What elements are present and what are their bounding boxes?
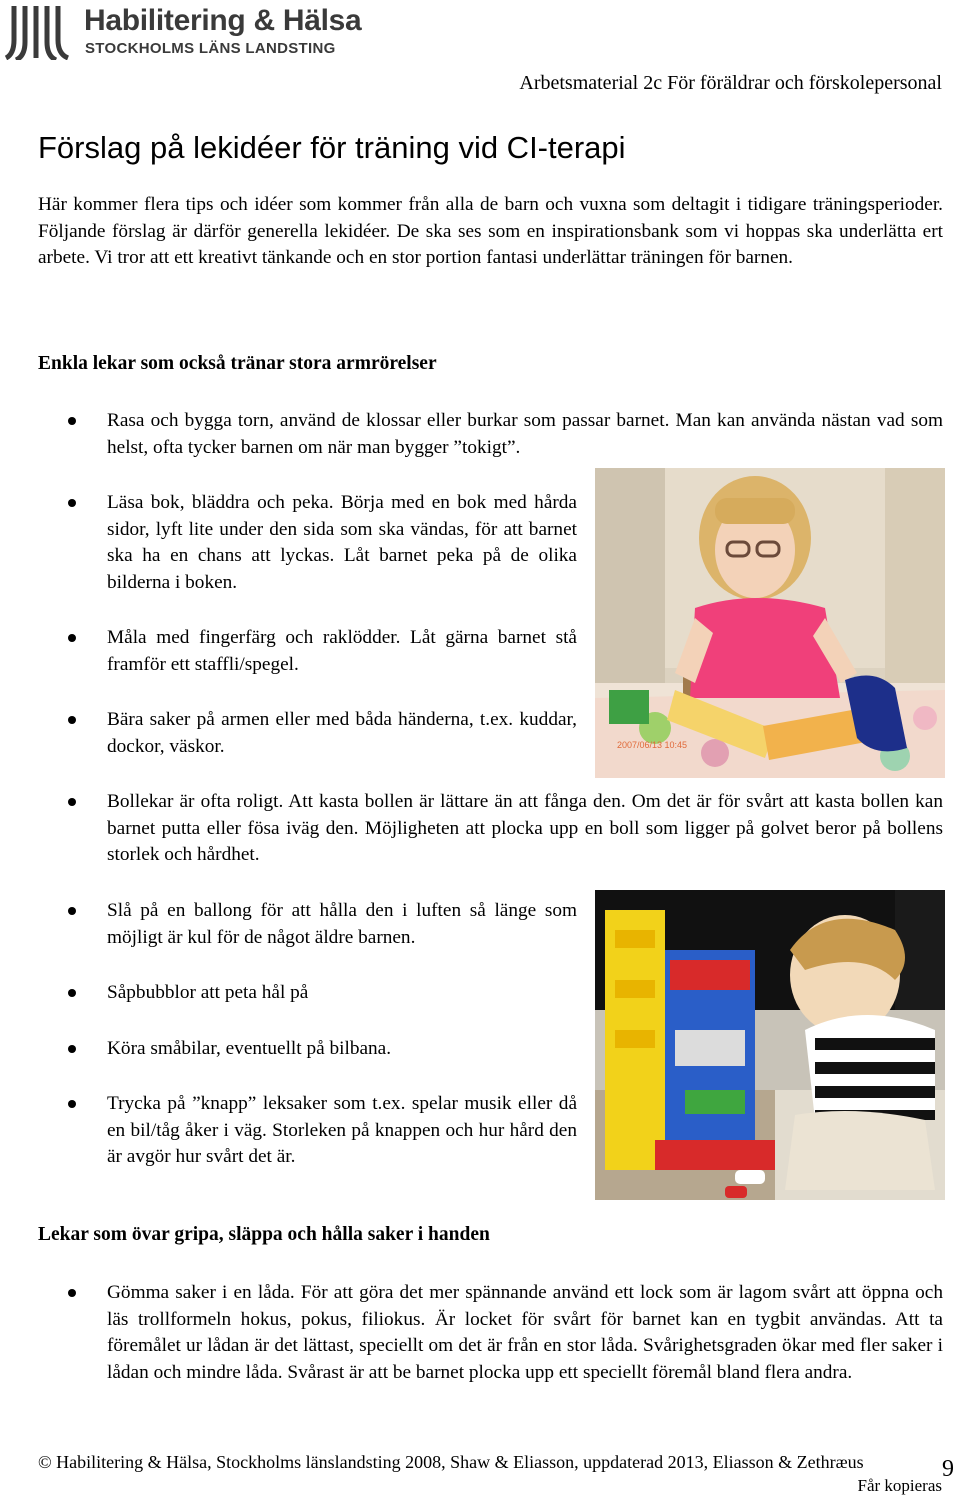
footer-credits: © Habilitering & Hälsa, Stockholms länslandsting 2008, Shaw & Eliasson, uppdaterad 2013, Eliasson & Zethræus [38, 1452, 864, 1472]
page-title: Förslag på lekidéer för träning vid CI-terapi [38, 130, 626, 165]
bullet-icon [68, 989, 76, 997]
list-item-text: Bollekar är ofta roligt. Att kasta bollen är lättare än att fånga den. Om det är för svårt att kasta bollen kan barnet putta eller fösa iväg den. Möjligheten att plocka upp en boll som ligger på golvet beror på bollens storlek och hårdhet. [107, 791, 943, 865]
bullet-icon [68, 417, 76, 425]
list-item-text: Rasa och bygga torn, använd de klossar eller burkar som passar barnet. Man kan använda nästan vad som helst, ofta tycker barnen om när man bygger ”tokigt”. [107, 410, 943, 458]
list-item-text: Trycka på ”knapp” leksaker som t.ex. spelar musik eller då en bil/tåg åker i väg. Storleken på knappen och hur hård den är avgör hur svårt det är. [107, 1093, 577, 1167]
bullet-icon [68, 1045, 76, 1053]
list-item-text: Läsa bok, bläddra och peka. Börja med en bok med hårda sidor, lyft lite under den sida som ska vändas, för att barnet ska ha en chans att lyckas. Låt barnet peka på de olika bilderna i boken. [107, 492, 577, 593]
bullet-icon [68, 716, 76, 724]
material-label: Arbetsmaterial 2c För föräldrar och förskolepersonal [519, 72, 942, 94]
list-item-text: Slå på en ballong för att hålla den i luften så länge som möjligt är kul för de något äldre barnen. [107, 900, 577, 948]
page-number: 9 [942, 1456, 954, 1482]
logo-subtitle: STOCKHOLMS LÄNS LANDSTING [85, 40, 336, 57]
list-item-text: Bära saker på armen eller med båda händerna, t.ex. kuddar, dockor, väskor. [107, 709, 577, 757]
logo-title: Habilitering & Hälsa [84, 4, 362, 37]
list-item-text: Gömma saker i en låda. För att göra det mer spännande använd ett lock som är lagom svårt att öppna och läs trollformeln hokus, pokus, filiokus. Är locket för svårt för barnet kan en tygbit användas. Att ta föremålet ur lådan är det lättast, speciellt om det är från en stor låda. Svårighetsgraden ökar med fler saker i lådan och mindre låda. Svårast är att be barnet plocka upp ett speciellt föremål bland flera andra. [107, 1282, 943, 1383]
bullet-icon [68, 634, 76, 642]
photo-boy-playing-toy-garage [595, 890, 945, 1200]
section-heading-grip: Lekar som övar gripa, släppa och hålla saker i handen [38, 1224, 490, 1245]
bullet-icon [68, 798, 76, 806]
intro-paragraph: Här kommer flera tips och idéer som kommer från alla de barn och vuxna som deltagit i tidigare träningsperioder. Följande förslag är därför generella lekidéer. De ska ses som en inspirationsbank som vi hoppas ska underlätta ert arbete. Vi tror att ett kreativt tänkande och en stor portion fantasi underlättar träningen för barnen. [38, 194, 943, 268]
bullet-icon [68, 907, 76, 915]
section-heading-arm-movements: Enkla lekar som också tränar stora armrörelser [38, 353, 437, 374]
bullet-icon [68, 1289, 76, 1297]
copy-permission-note: Får kopieras [857, 1476, 942, 1495]
photo-girl-reading-book [595, 468, 945, 778]
list-item-text: Såpbubblor att peta hål på [107, 982, 309, 1003]
organization-logo [4, 0, 424, 70]
list-item-text: Köra småbilar, eventuellt på bilbana. [107, 1038, 392, 1059]
list-item-text: Måla med fingerfärg och raklödder. Låt gärna barnet stå framför ett staffli/spegel. [107, 627, 577, 675]
bullet-icon [68, 499, 76, 507]
bullet-icon [68, 1100, 76, 1108]
photo-timestamp: 2007/06/13 10:45 [617, 740, 688, 750]
logo-mark-icon [4, 2, 76, 60]
